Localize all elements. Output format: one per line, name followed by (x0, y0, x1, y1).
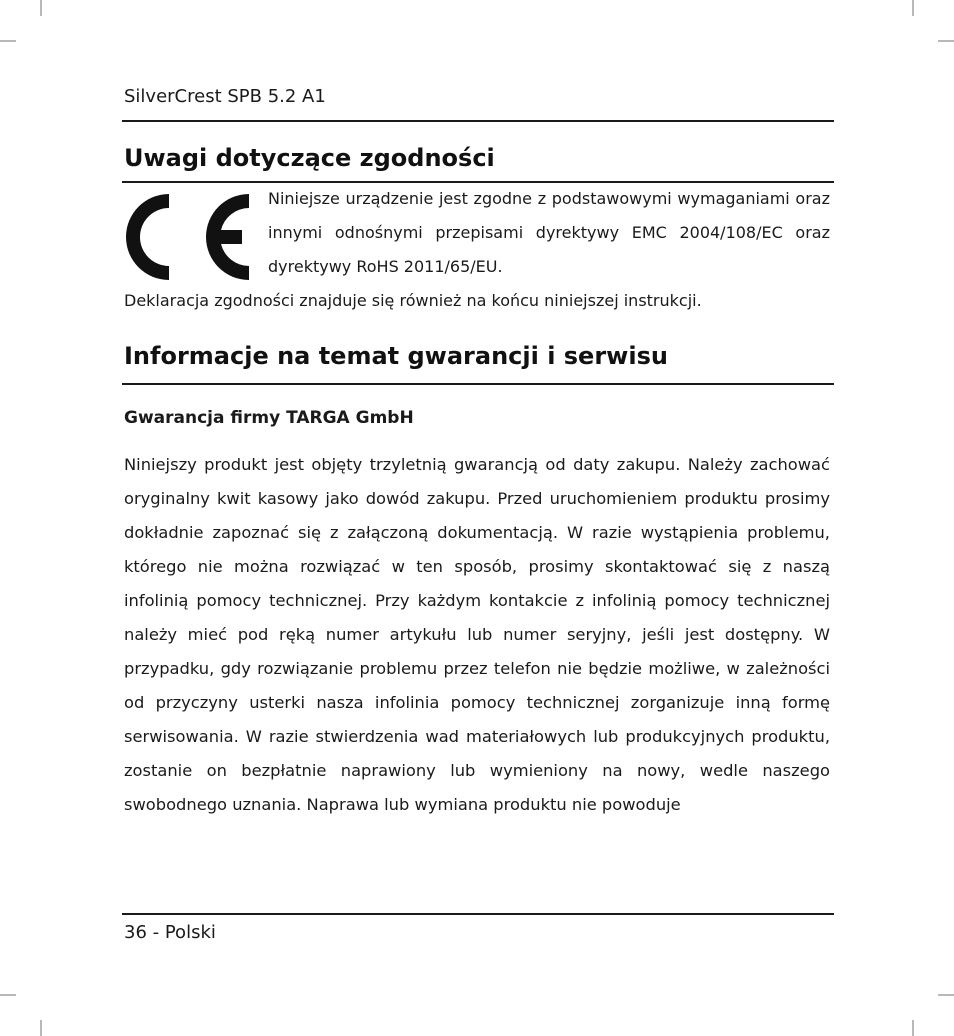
section-heading-conformity: Uwagi dotyczące zgodności (124, 144, 495, 172)
header-rule (122, 120, 834, 122)
conformity-note: Deklaracja zgodności znajduje się również na końcu niniejszej instrukcji. (124, 291, 702, 310)
heading-rule (122, 383, 834, 385)
running-header: SilverCrest SPB 5.2 A1 (124, 86, 326, 107)
crop-mark (40, 0, 42, 16)
section-heading-warranty: Informacje na temat gwarancji i serwisu (124, 342, 668, 370)
crop-mark (912, 0, 914, 16)
crop-mark (0, 994, 16, 996)
footer-rule (122, 913, 834, 915)
page-number: 36 - Polski (124, 922, 216, 943)
page (124, 0, 834, 1036)
crop-mark (938, 994, 954, 996)
ce-mark-logo (124, 192, 250, 282)
crop-mark (938, 40, 954, 42)
subheading-warranty: Gwarancja firmy TARGA GmbH (124, 408, 414, 428)
crop-mark (40, 1020, 42, 1036)
warranty-paragraph: Niniejszy produkt jest objęty trzyletnią gwarancją od daty zakupu. Należy zachować oryginalny kwit kasowy jako dowód zakupu. Przed uruchomieniem produktu prosimy dokładnie zapoznać się z załączoną dokumentacją. W razie wystąpienia problemu, którego nie można rozwiązać w ten sposób, prosimy skontaktować się z naszą infolinią pomocy technicznej. Przy każdym kontakcie z infolinią pomocy technicznej należy mieć pod ręką numer artykułu lub numer seryjny, jeśli jest dostępny. W przypadku, gdy rozwiązanie problemu przez telefon nie będzie możliwe, w zależności od przyczyny usterki nasza infolinia pomocy technicznej zorganizuje inną formę serwisowania. W razie stwierdzenia wad materiałowych lub produkcyjnych produktu, zostanie on bezpłatnie naprawiony lub wymieniony na nowy, wedle naszego swobodnego uznania. Naprawa lub wymiana produktu nie powoduje (124, 455, 830, 814)
crop-mark (0, 40, 16, 42)
conformity-paragraph: Niniejsze urządzenie jest zgodne z podstawowymi wymaganiami oraz innymi odnośnymi przepisami dyrektywy EMC 2004/108/EC oraz dyrektywy RoHS 2011/65/EU. (268, 189, 830, 276)
crop-mark (912, 1020, 914, 1036)
